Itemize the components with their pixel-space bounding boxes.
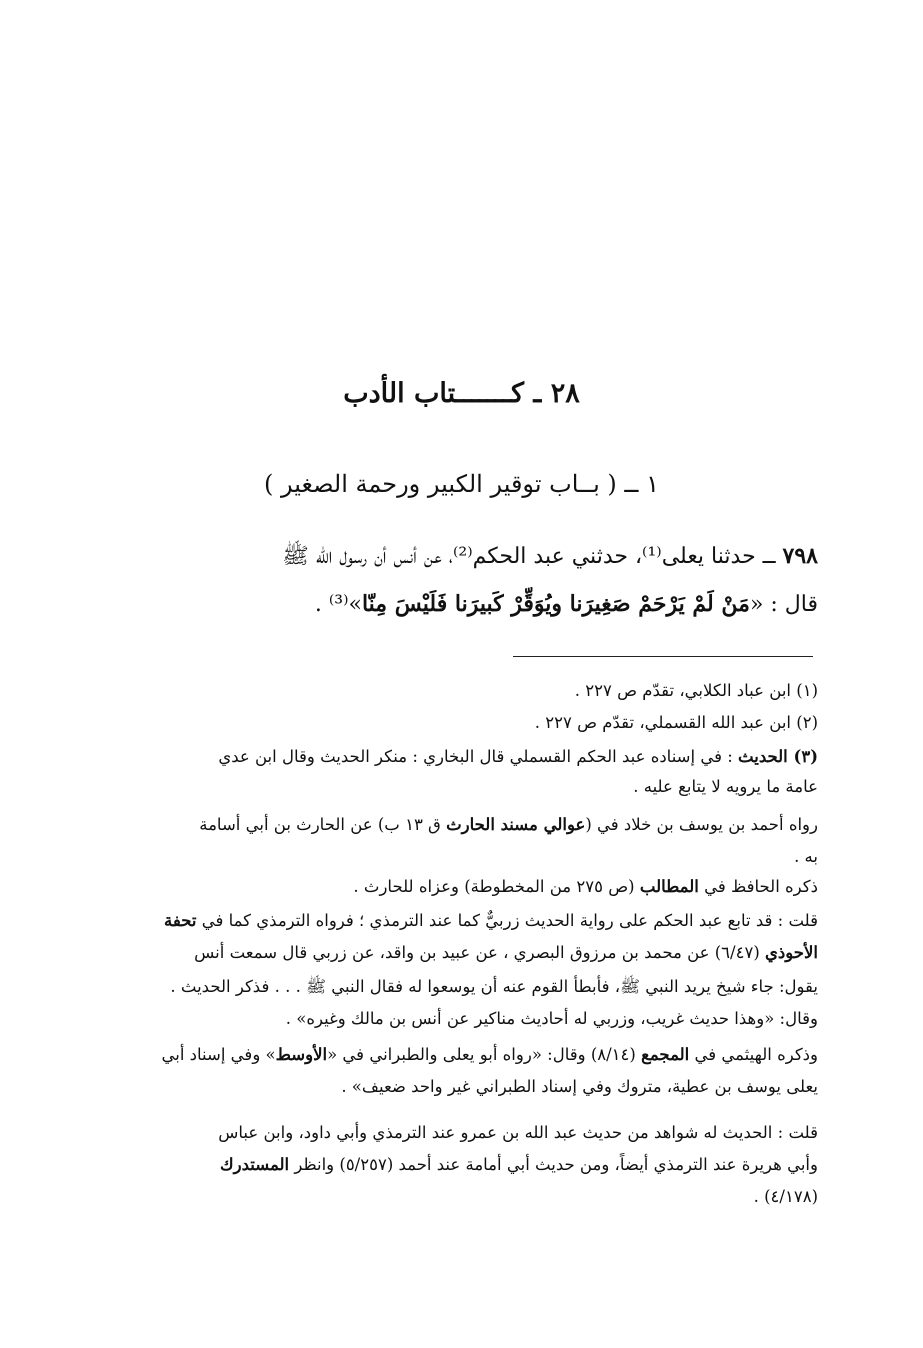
footnote-3-line-1 bbox=[106, 742, 818, 772]
note-p3-line-1 bbox=[106, 906, 818, 936]
note-p5-line-3: (٤/١٧٨) . bbox=[753, 1187, 818, 1206]
footnote-divider bbox=[513, 656, 813, 657]
hadith-line-1 bbox=[108, 530, 818, 583]
note-p5-a: وأبي هريرة عند الترمذي أيضاً، ومن حديث أبي أمامة عند أحمد (٥/٢٥٧) وانظر bbox=[289, 1155, 818, 1174]
footnote-3-line-2: عامة ما يرويه لا يتابع عليه . bbox=[633, 777, 818, 796]
note-p3-line-4: وقال: «وهذا حديث غريب، وزربي له أحاديث مناكير عن أنس بن مالك وغيره» . bbox=[285, 1009, 818, 1028]
footnote-2: (٢) ابن عبد الله القسملي، تقدّم ص ٢٢٧ . bbox=[534, 713, 818, 732]
note-p4-line-2: يعلى يوسف بن عطية، متروك وفي إسناد الطبراني غير واحد ضعيف» . bbox=[341, 1077, 818, 1096]
hadith-number: ٧٩٨ bbox=[782, 543, 818, 569]
hadith-matn-suffix: »⁽³⁾ . bbox=[314, 592, 362, 617]
note-p1-b: ق ١٣ ب) عن الحارث بن أبي أسامة bbox=[199, 815, 447, 834]
note-p3-b: (٦/٤٧) عن محمد بن مرزوق البصري ، عن عبيد بن واقد، عن زربي قال سمعت أنس bbox=[194, 943, 766, 962]
footnote-3-label: (٣) الحديث bbox=[738, 747, 818, 766]
note-p5-source: المستدرك bbox=[220, 1155, 290, 1174]
hadith-matn: مَنْ لَمْ يَرْحَمْ صَغِيرَنا ويُوَقِّرْ كَبيرَنا فَلَيْسَ مِنّا bbox=[361, 591, 750, 617]
note-p2-b: (ص ٢٧٥ من المخطوطة) وعزاه للحارث . bbox=[353, 877, 640, 896]
note-p3-source-1: تحفة bbox=[164, 911, 197, 930]
note-p3-line-2 bbox=[106, 938, 818, 968]
note-p4-c: » وفي إسناد أبي bbox=[161, 1045, 276, 1064]
note-p1-line-2: به . bbox=[794, 847, 818, 866]
note-p1-line-1 bbox=[106, 810, 818, 840]
note-p2-a: ذكره الحافظ في bbox=[698, 877, 818, 896]
note-p4-line-1 bbox=[106, 1040, 818, 1070]
note-p1-a: رواه أحمد بن يوسف بن خلاد في ( bbox=[585, 815, 818, 834]
note-p4-b: (٨/١٤) وقال: «رواه أبو يعلى والطبراني في « bbox=[327, 1045, 642, 1064]
hadith-matn-prefix: قال : « bbox=[749, 592, 818, 617]
note-p1-source: عوالي مسند الحارث bbox=[446, 815, 586, 834]
note-p2 bbox=[106, 872, 818, 902]
book-title: ٢٨ ـ كـــــــتاب الأدب bbox=[343, 378, 580, 409]
hadith-isnad: ــ حدثنا يعلى⁽¹⁾، حدثني عبد الحكم⁽²⁾، عن أنس أن رسول الله ﷺ bbox=[282, 544, 783, 569]
hadith-line-2 bbox=[108, 578, 818, 631]
footnote-1: (١) ابن عباد الكلابي، تقدّم ص ٢٢٧ . bbox=[574, 681, 818, 700]
footnote-3-text: : في إسناده عبد الحكم القسملي قال البخاري : منكر الحديث وقال ابن عدي bbox=[218, 747, 739, 766]
note-p4-source-1: المجمع bbox=[641, 1045, 690, 1064]
note-p4-a: وذكره الهيثمي في bbox=[689, 1045, 818, 1064]
note-p5-line-2 bbox=[106, 1150, 818, 1180]
note-p3-source-2: الأحوذي bbox=[765, 943, 818, 962]
note-p5-line-1: قلت : الحديث له شواهد من حديث عبد الله بن عمرو عند الترمذي وأبي داود، وابن عباس bbox=[218, 1123, 818, 1142]
chapter-title: ١ ــ ( بــاب توقير الكبير ورحمة الصغير ) bbox=[264, 470, 659, 498]
note-p4-source-2: الأوسط bbox=[275, 1045, 328, 1064]
note-p3-line-3: يقول: جاء شيخ يريد النبي ﷺ، فأبطأ القوم عنه أن يوسعوا له فقال النبي ﷺ . . . فذكر الحديث . bbox=[170, 977, 818, 996]
note-p3-a: قلت : قد تابع عبد الحكم على رواية الحديث زربيٌّ كما عند الترمذي ؛ فرواه الترمذي كما في bbox=[196, 911, 818, 930]
note-p2-source: المطالب bbox=[639, 877, 699, 896]
